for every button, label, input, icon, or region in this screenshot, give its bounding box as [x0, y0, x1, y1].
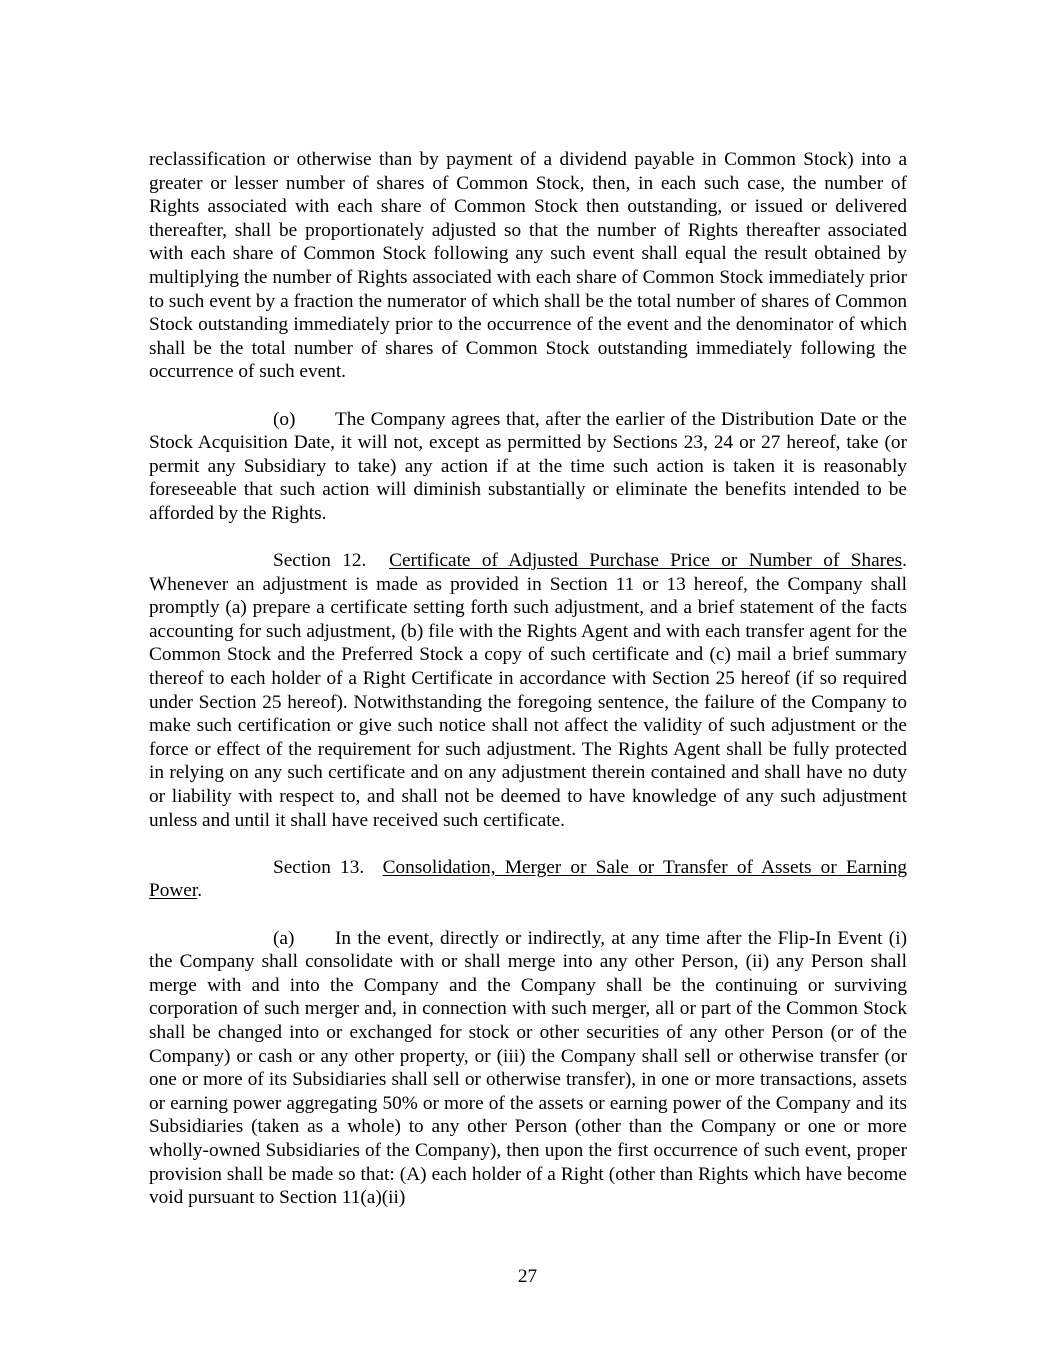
paragraph-a: [149, 927, 907, 1210]
paragraph-o-text: The Company agrees that, after the earlier of the Distribution Date or the Stock Acquisition Date, it will not, except as permitted by Sections 23, 24 or 27 hereof, take (or permit any Subsidiary to take) any action if at the time such action is taken it is reasonably foreseeable that such action will diminish substantially or eliminate the benefits intended to be afforded by the Rights.: [149, 408, 907, 524]
paragraph-o-label: (o): [273, 408, 296, 430]
section-12-text: Whenever an adjustment is made as provided in Section 11 or 13 hereof, the Company shall promptly (a) prepare a certificate setting forth such adjustment, and a brief statement of the facts accounting for such adjustment, (b) file with the Rights Agent and with each transfer agent for the Common Stock and the Preferred Stock a copy of such certificate and (c) mail a brief summary thereof to each holder of a Right Certificate in accordance with Section 25 hereof (if so required under Section 25 hereof). Notwithstanding the foregoing sentence, the failure of the Company to make such certification or give such notice shall not affect the validity of such adjustment or the force or effect of the requirement for such adjustment. The Rights Agent shall be fully protected in relying on any such certificate and on any adjustment therein contained and shall have no duty or liability with respect to, and shall not be deemed to have knowledge of any such adjustment unless and until it shall have received such certificate.: [149, 573, 907, 831]
paragraph-continuation: reclassification or otherwise than by payment of a dividend payable in Common Stock) into a greater or lesser number of shares of Common Stock, then, in each such case, the number of Rights associated with each share of Common Stock then outstanding, or issued or delivered thereafter, shall be proportionately adjusted so that the number of Rights thereafter associated with each share of Common Stock following any such event shall equal the result obtained by multiplying the number of Rights associated with each share of Common Stock immediately prior to such event by a fraction the numerator of which shall be the total number of shares of Common Stock outstanding immediately prior to the occurrence of the event and the denominator of which shall be the total number of shares of Common Stock outstanding immediately following the occurrence of such event.: [149, 149, 907, 383]
section-13-title: Consolidation, Merger or Sale or Transfer of Assets or Earning Power: [149, 856, 907, 902]
section-13-prefix: Section 13.: [273, 856, 365, 878]
paragraph-a-text: In the event, directly or indirectly, at any time after the Flip-In Event (i) the Company shall consolidate with or shall merge into any other Person, (ii) any Person shall merge with and into the Company and the Company shall be the continuing or surviving corporation of such merger and, in connection with such merger, all or part of the Common Stock shall be changed into or exchanged for stock or other securities of any other Person (or of the Company) or cash or any other property, or (iii) the Company shall sell or otherwise transfer (or one or more of its Subsidiaries shall sell or otherwise transfer), in one or more transactions, assets or earning power aggregating 50% or more of the assets or earning power of the Company and its Subsidiaries (taken as a whole) to any other Person (other than the Company or one or more wholly-owned Subsidiaries of the Company), then upon the first occurrence of such event, proper provision shall be made so that: (A) each holder of a Right (other than Rights which have become void pursuant to Section 11(a)(ii): [149, 927, 907, 1209]
document-page: [149, 148, 907, 1233]
paragraph-o: [149, 408, 907, 526]
paragraph-a-label: (a): [273, 927, 295, 949]
section-12: Section 12. Certificate of Adjusted Purchase Price or Number of Shares. Whenever an adjustment is made as provided in Section 11 or 13 hereof, the Company shall promptly (a) prepare a certificate setting forth such adjustment, and a brief statement of the facts accounting for such adjustment, (b) file with the Rights Agent and with each transfer agent for the Common Stock and the Preferred Stock a copy of such certificate and (c) mail a brief summary thereof to each holder of a Right Certificate in accordance with Section 25 hereof (if so required under Section 25 hereof). Notwithstanding the foregoing sentence, the failure of the Company to make such certification or give such notice shall not affect the validity of such adjustment or the force or effect of the requirement for such adjustment. The Rights Agent shall be fully protected in relying on any such certificate and on any adjustment therein contained and shall have no duty or liability with respect to, and shall not be deemed to have knowledge of any such adjustment unless and until it shall have received such certificate.: [149, 550, 907, 831]
page-number: 27: [517, 1266, 538, 1287]
section-12-title: Certificate of Adjusted Purchase Price or Number of Shares: [389, 550, 903, 572]
section-12-prefix: Section 12.: [273, 550, 367, 572]
section-13-heading: Section 13. Consolidation, Merger or Sale or Transfer of Assets or Earning Power.: [149, 856, 907, 902]
